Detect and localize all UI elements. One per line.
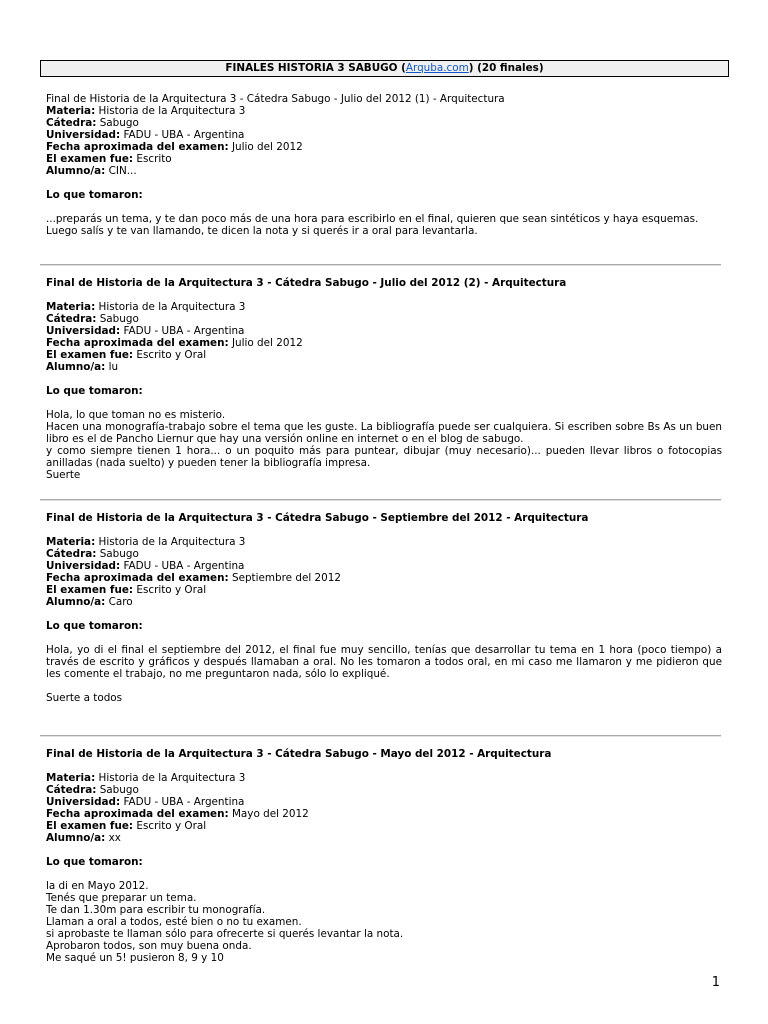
entry-body-paragraph: Suerte a todos (46, 692, 123, 704)
entry-body-paragraph: Suerte (46, 469, 81, 481)
page-number: 1 (711, 975, 720, 990)
entry-body-paragraph: la di en Mayo 2012. (46, 880, 149, 892)
materia-row: Materia: Historia de la Arquitectura 3 (46, 105, 246, 117)
fecha-row: Fecha aproximada del examen: Septiembre del 2012 (46, 572, 341, 584)
universidad-row: Universidad: FADU - UBA - Argentina (46, 129, 245, 141)
materia-row: Materia: Historia de la Arquitectura 3 (46, 536, 246, 548)
catedra-row: Cátedra: Sabugo (46, 548, 139, 560)
entry-body-paragraph: Tenés que preparar un tema. (46, 892, 197, 904)
arquba-link[interactable]: Arquba.com (405, 62, 469, 74)
alumno-row: Alumno/a: xx (46, 832, 121, 844)
lo-que-tomaron-heading: Lo que tomaron: (46, 385, 143, 397)
entry-body-paragraph: Luego salís y te van llamando, te dicen la nota y si querés ir a oral para levantarla. (46, 225, 478, 237)
entry-body-paragraph: Hola, yo di el final el septiembre del 2012, el final fue muy sencillo, tenías que desarrollar tu tema en 1 hora (poco tiempo) a través de escrito y gráficos y después llamaban a oral. No les tomaron a todos oral, en mi caso me llamaron y me pidieron que les comente el trabajo, no me preguntaron nada, sólo lo expliqué. (46, 644, 722, 680)
exam-entry-2 (46, 277, 722, 481)
examen-row: El examen fue: Escrito y Oral (46, 349, 207, 361)
entry-title: Final de Historia de la Arquitectura 3 - Cátedra Sabugo - Julio del 2012 (2) - Arquitectura (46, 277, 567, 289)
document-header (40, 60, 729, 77)
materia-row: Materia: Historia de la Arquitectura 3 (46, 772, 246, 784)
universidad-row: Universidad: FADU - UBA - Argentina (46, 325, 245, 337)
fecha-row: Fecha aproximada del examen: Julio del 2012 (46, 337, 303, 349)
alumno-row: Alumno/a: Caro (46, 596, 133, 608)
section-divider (40, 499, 721, 501)
entry-body-paragraph: ...preparás un tema, y te dan poco más de una hora para escribirlo en el final, quieren que sean sintéticos y haya esquemas. (46, 213, 699, 225)
entry-body-paragraph: Te dan 1.30m para escribir tu monografía. (46, 904, 266, 916)
entry-title: Final de Historia de la Arquitectura 3 - Cátedra Sabugo - Septiembre del 2012 - Arquitectura (46, 512, 589, 524)
exam-entry-4 (46, 748, 722, 964)
entry-body-paragraph: Hola, lo que toman no es misterio. (46, 409, 226, 421)
entry-body-paragraph: Me saqué un 5! pusieron 8, 9 y 10 (46, 952, 224, 964)
catedra-row: Cátedra: Sabugo (46, 313, 139, 325)
header-prefix: FINALES HISTORIA 3 SABUGO ( (225, 62, 406, 74)
catedra-row: Cátedra: Sabugo (46, 117, 139, 129)
examen-row: El examen fue: Escrito y Oral (46, 584, 207, 596)
entry-body-paragraph: Llaman a oral a todos, esté bien o no tu examen. (46, 916, 302, 928)
fecha-row: Fecha aproximada del examen: Mayo del 2012 (46, 808, 309, 820)
lo-que-tomaron-heading: Lo que tomaron: (46, 189, 143, 201)
header-suffix: ) (20 finales) (468, 62, 544, 74)
section-divider (40, 264, 721, 266)
fecha-row: Fecha aproximada del examen: Julio del 2012 (46, 141, 303, 153)
examen-row: El examen fue: Escrito (46, 153, 172, 165)
section-divider (40, 735, 721, 737)
entry-body-paragraph: y como siempre tienen 1 hora... o un poquito más para puntear, dibujar (muy necesario)... pueden llevar libros o fotocopias anilladas (nada suelto) y pueden tener la bibliografía impresa. (46, 445, 722, 469)
entry-body-paragraph: Hacen una monografía-trabajo sobre el tema que les guste. La bibliografía puede ser cualquiera. Si escriben sobre Bs As un buen libro es el de Pancho Liernur que hay una versión online en internet o en el blog de sabugo. (46, 421, 722, 445)
catedra-row: Cátedra: Sabugo (46, 784, 139, 796)
entry-title: Final de Historia de la Arquitectura 3 - Cátedra Sabugo - Julio del 2012 (1) - Arquitectura (46, 93, 505, 105)
universidad-row: Universidad: FADU - UBA - Argentina (46, 796, 245, 808)
alumno-row: Alumno/a: lu (46, 361, 119, 373)
entry-body-paragraph: Aprobaron todos, son muy buena onda. (46, 940, 252, 952)
entry-body-paragraph: si aprobaste te llaman sólo para ofrecerte si querés levantar la nota. (46, 928, 404, 940)
examen-row: El examen fue: Escrito y Oral (46, 820, 207, 832)
alumno-row: Alumno/a: CIN... (46, 165, 137, 177)
lo-que-tomaron-heading: Lo que tomaron: (46, 856, 143, 868)
universidad-row: Universidad: FADU - UBA - Argentina (46, 560, 245, 572)
entry-title: Final de Historia de la Arquitectura 3 - Cátedra Sabugo - Mayo del 2012 - Arquitectura (46, 748, 552, 760)
materia-row: Materia: Historia de la Arquitectura 3 (46, 301, 246, 313)
lo-que-tomaron-heading: Lo que tomaron: (46, 620, 143, 632)
exam-entry-1 (46, 93, 722, 237)
exam-entry-3 (46, 512, 722, 704)
